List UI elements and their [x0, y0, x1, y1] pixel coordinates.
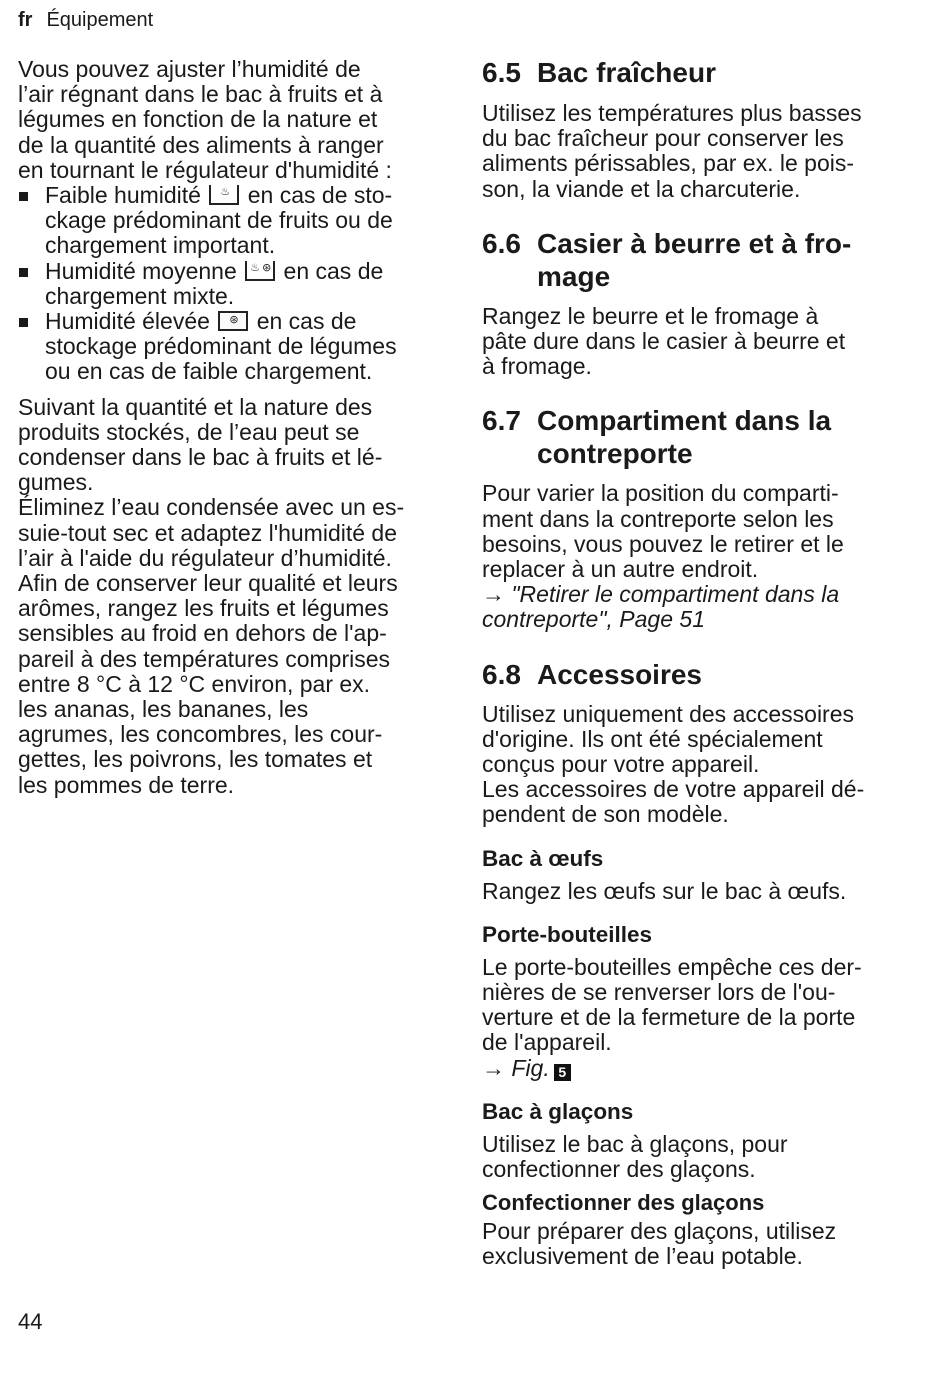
intro-paragraph: Vous pouvez ajuster l’humidité de l’air régnant dans le bac à fruits et à légumes en fonction de la nature et de la quantité des aliments à ranger en tournant le régulateur d'humidité :	[18, 56, 392, 183]
subheading-making-ice: Confectionner des glaçons	[482, 1190, 765, 1216]
subheading-egg-tray: Bac à œufs	[482, 845, 604, 871]
vegetable-symbol-icon: ⊛	[218, 311, 248, 331]
page-header	[18, 9, 153, 32]
subheading-ice-tray: Bac à glaçons	[482, 1098, 634, 1124]
ice-tray-body: Utilisez le bac à glaçons, pour confectionner des glaçons.	[482, 1130, 788, 1183]
bullet-square-icon	[19, 192, 28, 201]
list-item: Humidité élevée ⊛ en cas de stockage prédominant de légumes ou en cas de faible chargement.	[18, 309, 448, 385]
making-ice-body: Pour préparer des glaçons, utilisez exclusivement de l’eau potable.	[482, 1218, 837, 1270]
section-body: Utilisez les températures plus basses du bac fraîcheur pour conserver les aliments périssables, par ex. le pois- son, la viande et la charcuterie.	[482, 100, 862, 202]
language-code: fr	[18, 9, 33, 31]
page-number: 44	[18, 1309, 43, 1334]
section-heading-6-6: 6.6 Casier à beurre et à fro- mage	[482, 227, 852, 292]
cross-reference-link[interactable]: → "Retirer le compartiment dans la contreporte", Page 51	[482, 581, 840, 633]
section-heading-6-5: 6.5 Bac fraîcheur	[482, 57, 716, 88]
left-column	[18, 57, 448, 798]
bullet-square-icon	[19, 268, 28, 277]
right-column	[482, 56, 922, 1270]
section-body: Rangez le beurre et le fromage à pâte dure dans le casier à beurre et à fromage.	[482, 302, 846, 380]
egg-tray-body: Rangez les œufs sur le bac à œufs.	[482, 877, 847, 904]
section-heading-6-8: 6.8 Accessoires	[482, 658, 703, 690]
arrow-right-icon: →	[482, 581, 505, 608]
list-item: Faible humidité ♨ en cas de sto- ckage prédominant de fruits ou de chargement important.	[18, 183, 448, 259]
section-body: Pour varier la position du comparti- ment dans la contreporte selon les besoins, vous pouvez le retirer et le replacer à un autre endroit. → "Retirer le compartiment dans la contreporte", Page 51	[482, 480, 844, 633]
condensation-paragraph: Suivant la quantité et la nature des produits stockés, de l’eau peut se condenser dans le bac à fruits et lé- gumes. Éliminez l’eau condensée avec un es- suie-tout sec et adaptez l'humidité de l’air à l'aide du régulateur d’humidité. Afin de conserver leur qualité et leurs arômes, rangez les fruits et légumes sensibles au froid en dehors de l'ap- pareil à des températures comprises entre 8 °C à 12 °C environ, par ex. les ananas, les bananes, les agrumes, les concombres, les cour- gettes, les poivrons, les tomates et les pommes de terre.	[18, 393, 405, 798]
arrow-right-icon: →	[482, 1054, 505, 1081]
list-item: Humidité moyenne ♨ ⊛ en cas de chargement mixte.	[18, 259, 448, 309]
section-body: Utilisez uniquement des accessoires d'origine. Ils ont été spécialement conçus pour votre appareil. Les accessoires de votre appareil dé- pendent de son modèle.	[482, 700, 865, 828]
fruit-vegetable-symbol-icon: ♨ ⊛	[245, 261, 275, 281]
section-heading-6-7: 6.7 Compartiment dans la contreporte	[482, 405, 832, 470]
figure-reference-link[interactable]: → Fig. 5	[482, 1055, 571, 1081]
subheading-bottle-holder: Porte-bouteilles	[482, 921, 653, 947]
figure-number-badge: 5	[554, 1064, 571, 1081]
humidity-list	[18, 183, 448, 385]
fruit-symbol-icon: ♨	[209, 185, 239, 205]
section-name: Équipement	[46, 9, 154, 31]
bullet-square-icon	[19, 318, 28, 327]
bottle-holder-body: Le porte-bouteilles empêche ces der- nières de se renverser lors de l'ou- verture et de la fermeture de la porte de l'appareil. → Fig. 5	[482, 953, 862, 1081]
